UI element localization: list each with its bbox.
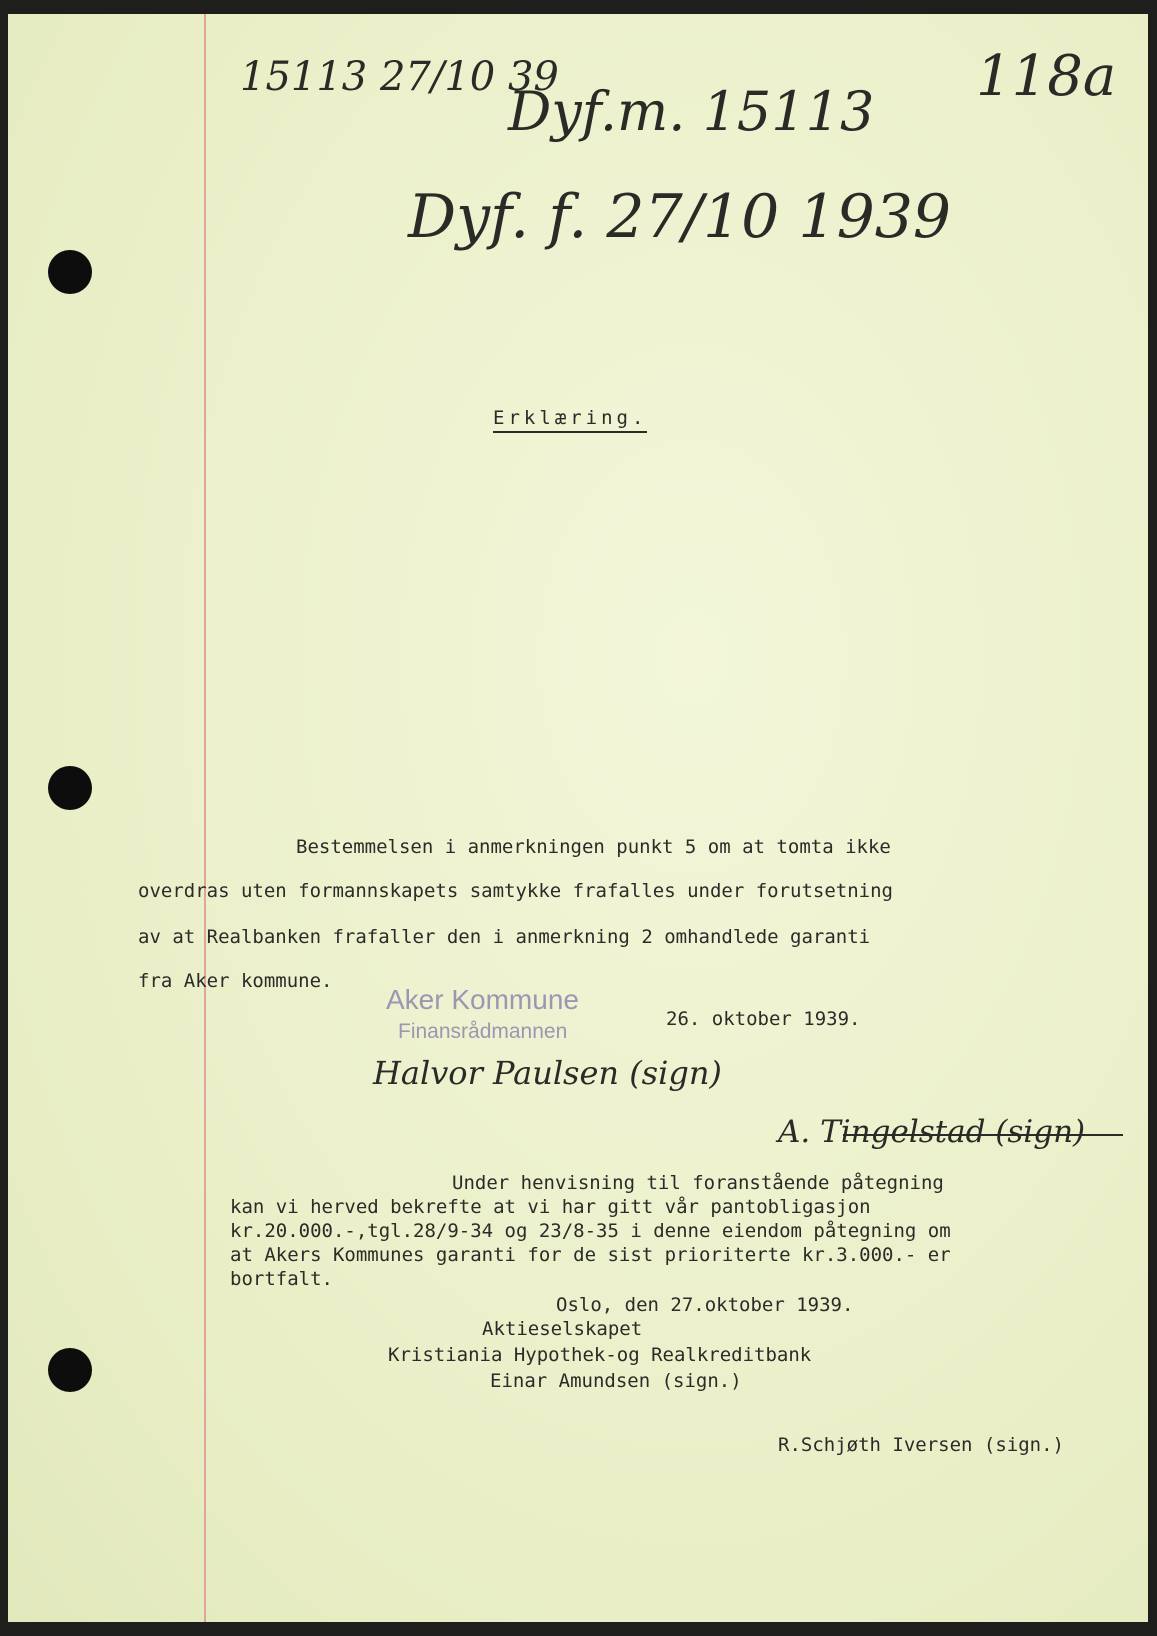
date-line: 26. oktober 1939. — [666, 1008, 861, 1030]
endorsement-line-4: at Akers Kommunes garanti for de sist prioriterte kr.3.000.- er — [230, 1244, 951, 1266]
body-line-3: av at Realbanken frafaller den i anmerkning 2 omhandlede garanti — [138, 926, 871, 948]
closing-signer-1: Einar Amundsen (sign.) — [490, 1370, 742, 1392]
body-line-1: Bestemmelsen i anmerkningen punkt 5 om at tomta ikke — [296, 836, 891, 858]
stamp-line-2: Finansrådmannen — [398, 1020, 568, 1043]
signature-1: Halvor Paulsen (sign) — [373, 1054, 722, 1092]
endorsement-line-5: bortfalt. — [230, 1268, 333, 1290]
stamp-line-1: Aker Kommune — [386, 984, 579, 1015]
endorsement-line-3: kr.20.000.-,tgl.28/9-34 og 23/8-35 i denne eiendom påtegning om — [230, 1220, 951, 1242]
handwritten-ref-left: 15113 27/10 39 — [240, 54, 559, 100]
punch-hole-top — [48, 250, 92, 294]
body-line-2: overdras uten formannskapets samtykke frafalles under forutsetning — [138, 880, 893, 902]
handwritten-page-number: 118a — [976, 44, 1117, 109]
punch-hole-bottom — [48, 1348, 92, 1392]
document-title: Erklæring. — [493, 407, 647, 433]
document-page — [8, 14, 1148, 1622]
body-line-4: fra Aker kommune. — [138, 970, 333, 992]
punch-hole-middle — [48, 766, 92, 810]
closing-signer-2: R.Schjøth Iversen (sign.) — [778, 1434, 1064, 1456]
closing-company-2: Kristiania Hypothek-og Realkreditbank — [388, 1344, 812, 1366]
signature-2: A. Tingelstad (sign) — [778, 1114, 1086, 1150]
margin-line — [204, 14, 206, 1622]
closing-company-1: Aktieselskapet — [482, 1318, 643, 1340]
handwritten-ref-date: Dyf. f. 27/10 1939 — [408, 182, 952, 252]
endorsement-line-1: Under henvisning til foranstående påtegning — [452, 1172, 944, 1194]
handwritten-ref-mid: Dyf.m. 15113 — [508, 80, 875, 143]
endorsement-line-2: kan vi herved bekrefte at vi har gitt vår pantobligasjon — [230, 1196, 871, 1218]
closing-place-date: Oslo, den 27.oktober 1939. — [556, 1294, 854, 1316]
